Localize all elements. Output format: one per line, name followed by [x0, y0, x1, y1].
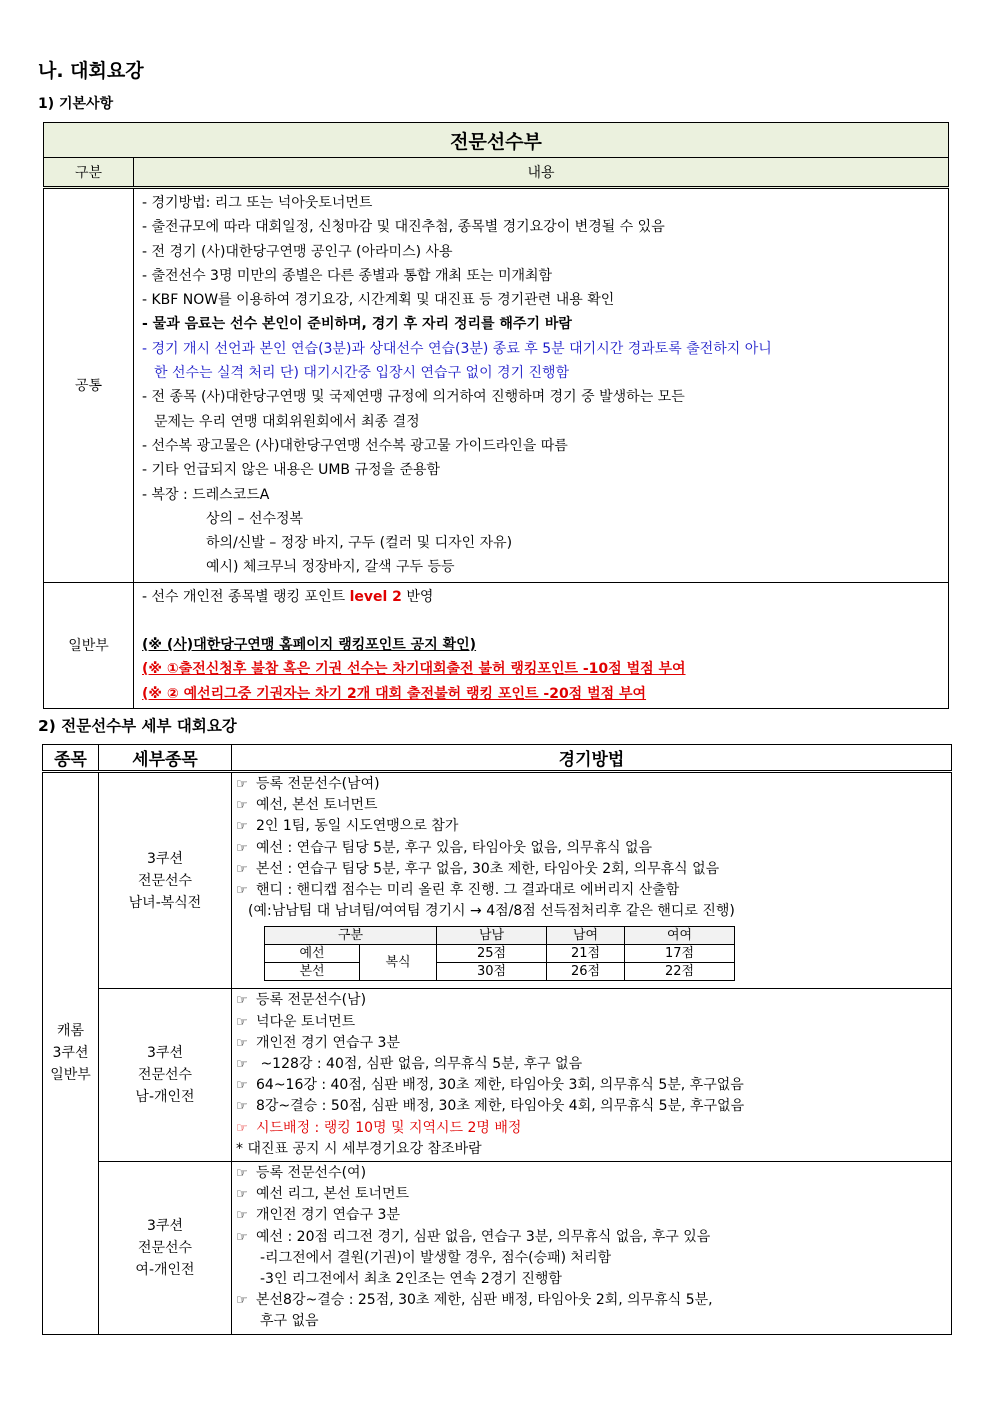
handicap-cell: 17점	[625, 945, 735, 963]
pointing-hand-icon: ☞	[236, 819, 248, 835]
common-content	[134, 188, 949, 583]
pointing-hand-icon: ☞	[236, 1187, 248, 1203]
handicap-cell: 30점	[437, 963, 547, 981]
common-line: - 기타 언급되지 않은 내용은 UMB 규정을 준용함	[142, 462, 441, 479]
detail-table	[42, 744, 952, 1335]
general-line: - 선수 개인전 종목별 랭킹 포인트 level 2 반영	[142, 588, 434, 605]
common-line: 하의/신발 – 정장 바지, 구두 (컬러 및 디자인 자유)	[206, 535, 513, 552]
common-line: - KBF NOW를 이용하여 경기요강, 시간계획 및 대진표 등 경기관련 내용 확인	[142, 292, 615, 309]
common-label: 공통	[44, 188, 134, 583]
level-value: level 2	[349, 588, 402, 605]
pointing-hand-icon: ☞	[236, 993, 248, 1009]
handicap-header: 구분	[265, 927, 437, 945]
col-event-header: 종목	[43, 745, 99, 772]
common-line: - 출전규모에 따라 대회일정, 신청마감 및 대진추첨, 종목별 경기요강이 변경될 수 있음	[142, 219, 665, 236]
pointing-hand-icon: ☞	[236, 1057, 248, 1073]
handicap-header: 여여	[625, 927, 735, 945]
pointing-hand-icon: ☞	[236, 777, 248, 792]
pointing-hand-icon: ☞	[236, 861, 248, 877]
pointing-hand-icon: ☞	[236, 1035, 248, 1051]
method-men: ☞ 등록 전문선수(남) ☞ 넉다운 토너먼트 ☞ 개인전 경기 연습구 3분 ☞ ~128강 : 40점, 심판 없음, 의무휴식 5분, 후구 없음 ☞ 64~16강 : 40점, 심판 배정, 30초 제한, 타임아웃 3회, 의무휴식 5분, 후구없음 ☞ 8강~결승 : 50점, 심판 배정, 30초 제한, 타임아웃 4회, 의무휴식 5분, 후구없음 ☞ 시드배정 : 랭킹 10명 및 지역시드 2명 배정 * 대진표 공지 시 세부경기요강 참조바람	[232, 989, 952, 1162]
pointing-hand-icon: ☞	[236, 1229, 248, 1245]
pointing-hand-icon: ☞	[236, 1293, 248, 1309]
common-line-blue: - 경기 개시 선언과 본인 연습(3분)과 상대선수 연습(3분) 종료 후 5분 대기시간 경과토록 출전하지 아니	[142, 340, 772, 357]
pointing-hand-icon: ☞	[236, 1208, 248, 1224]
common-line: - 전 종목 (사)대한당구연맹 및 국제연맹 규정에 의거하여 진행하며 경기 중 발생하는 모든	[142, 389, 685, 406]
seed-line: 시드배정 : 랭킹 10명 및 지역시드 2명 배정	[256, 1119, 522, 1136]
general-label: 일반부	[44, 582, 134, 708]
common-line-blue: 한 선수는 실격 처리 단) 대기시간중 입장시 연습구 없이 경기 진행함	[154, 365, 570, 382]
common-line: - 경기방법: 리그 또는 넉아웃토너먼트	[142, 195, 373, 211]
pointing-hand-icon: ☞	[236, 1120, 248, 1136]
col-sub-header: 세부종목	[99, 745, 232, 772]
handicap-row-label: 예선	[265, 945, 360, 963]
common-line: 예시) 체크무늬 정장바지, 갈색 구두 등등	[206, 559, 455, 576]
notice-penalty-2: (※ ② 예선리그중 기권자는 차기 2개 대회 출전불허 랭킹 포인트 -20점 벌점 부여	[142, 685, 647, 702]
detail-title: 2) 전문선수부 세부 대회요강	[38, 717, 237, 735]
handicap-row-label: 본선	[265, 963, 360, 981]
section-title: 나. 대회요강	[38, 60, 144, 82]
handicap-header: 남여	[547, 927, 625, 945]
basic-title: 1) 기본사항	[38, 96, 114, 112]
common-line: 상의 – 선수정복	[206, 510, 304, 527]
common-line: - 선수복 광고물은 (사)대한당구연맹 선수복 광고물 가이드라인을 따름	[142, 437, 568, 454]
handicap-table	[264, 926, 735, 981]
common-line: - 복장 : 드레스코드A	[142, 486, 270, 503]
pointing-hand-icon: ☞	[236, 1166, 248, 1182]
handicap-cell: 21점	[547, 945, 625, 963]
basic-table	[43, 122, 949, 709]
pointing-hand-icon: ☞	[236, 798, 248, 814]
general-content	[134, 582, 949, 708]
handicap-cell: 25점	[437, 945, 547, 963]
handicap-cell: 26점	[547, 963, 625, 981]
handicap-note: (예:남남팀 대 남녀팀/여여팀 경기시 → 4점/8점 선득점처리후 같은 핸디로 진행)	[248, 903, 735, 920]
common-line: 문제는 우리 연맹 대회위원회에서 최종 결정	[154, 413, 420, 430]
pointing-hand-icon: ☞	[236, 883, 248, 899]
col-content-header: 내용	[134, 158, 949, 188]
col-category-header: 구분	[44, 158, 134, 188]
notice-penalty-1: (※ ①출전신청후 불참 혹은 기권 선수는 차기대회출전 불허 랭킹포인트 -10점 벌점 부여	[142, 661, 686, 678]
method-doubles: ☞ 등록 전문선수(남여) ☞ 예선, 본선 토너먼트 ☞ 2인 1팀, 동일 시도연맹으로 참가 ☞ 예선 : 연습구 팀당 5분, 후구 있음, 타임아웃 없음, 의무휴식 없음 ☞ 본선 : 연습구 팀당 5분, 후구 없음, 30초 제한, 타임아웃 2회, 의무휴식 없음 ☞ 핸디 : 핸디캡 점수는 미리 올린 후 진행. 그 결과대로 에버리지 산출함 (예:남남팀 대 남녀팀/여여팀 경기시 → 4점/8점 선득점처리후 같은 핸디로 진행) 구분 남남 남여 여여 예선 복식 25점 21점 17점 본선 30점 26점 22점	[232, 772, 952, 989]
method-women: ☞ 등록 전문선수(여) ☞ 예선 리그, 본선 토너먼트 ☞ 개인전 경기 연습구 3분 ☞ 예선 : 20점 리그전 경기, 심판 없음, 연습구 3분, 의무휴식 없음, 후구 있음 -리그전에서 결원(기권)이 발생할 경우, 점수(승패) 처리함 -3인 리그전에서 최초 2인조는 연속 2경기 진행함 ☞ 본선8강~결승 : 25점, 30초 제한, 심판 배정, 타임아웃 2회, 의무휴식 5분, 후구 없음	[232, 1162, 952, 1335]
common-line-bold: - 물과 음료는 선수 본인이 준비하며, 경기 후 자리 정리를 해주기 바람	[142, 316, 572, 333]
sub-event-men: 3쿠션 전문선수 남-개인전	[99, 989, 232, 1162]
pointing-hand-icon: ☞	[236, 840, 248, 856]
notice-ranking: (※ (사)대한당구연맹 홈페이지 랭킹포인트 공지 확인)	[142, 637, 477, 654]
pointing-hand-icon: ☞	[236, 1099, 248, 1115]
sub-event-women: 3쿠션 전문선수 여-개인전	[99, 1162, 232, 1335]
handicap-merged: 복식	[360, 945, 437, 981]
col-method-header: 경기방법	[232, 745, 952, 772]
common-line: - 전 경기 (사)대한당구연맹 공인구 (아라미스) 사용	[142, 243, 453, 260]
sub-event-doubles: 3쿠션 전문선수 남녀-복식전	[99, 772, 232, 989]
common-line: - 출전선수 3명 미만의 종별은 다른 종별과 통합 개최 또는 미개최함	[142, 267, 553, 284]
handicap-header: 남남	[437, 927, 547, 945]
table1-title: 전문선수부	[44, 123, 949, 158]
handicap-cell: 22점	[625, 963, 735, 981]
pointing-hand-icon: ☞	[236, 1014, 248, 1030]
pointing-hand-icon: ☞	[236, 1078, 248, 1094]
event-label: 캐롬 3쿠션 일반부	[43, 772, 99, 1335]
footnote: * 대진표 공지 시 세부경기요강 참조바람	[236, 1140, 482, 1157]
